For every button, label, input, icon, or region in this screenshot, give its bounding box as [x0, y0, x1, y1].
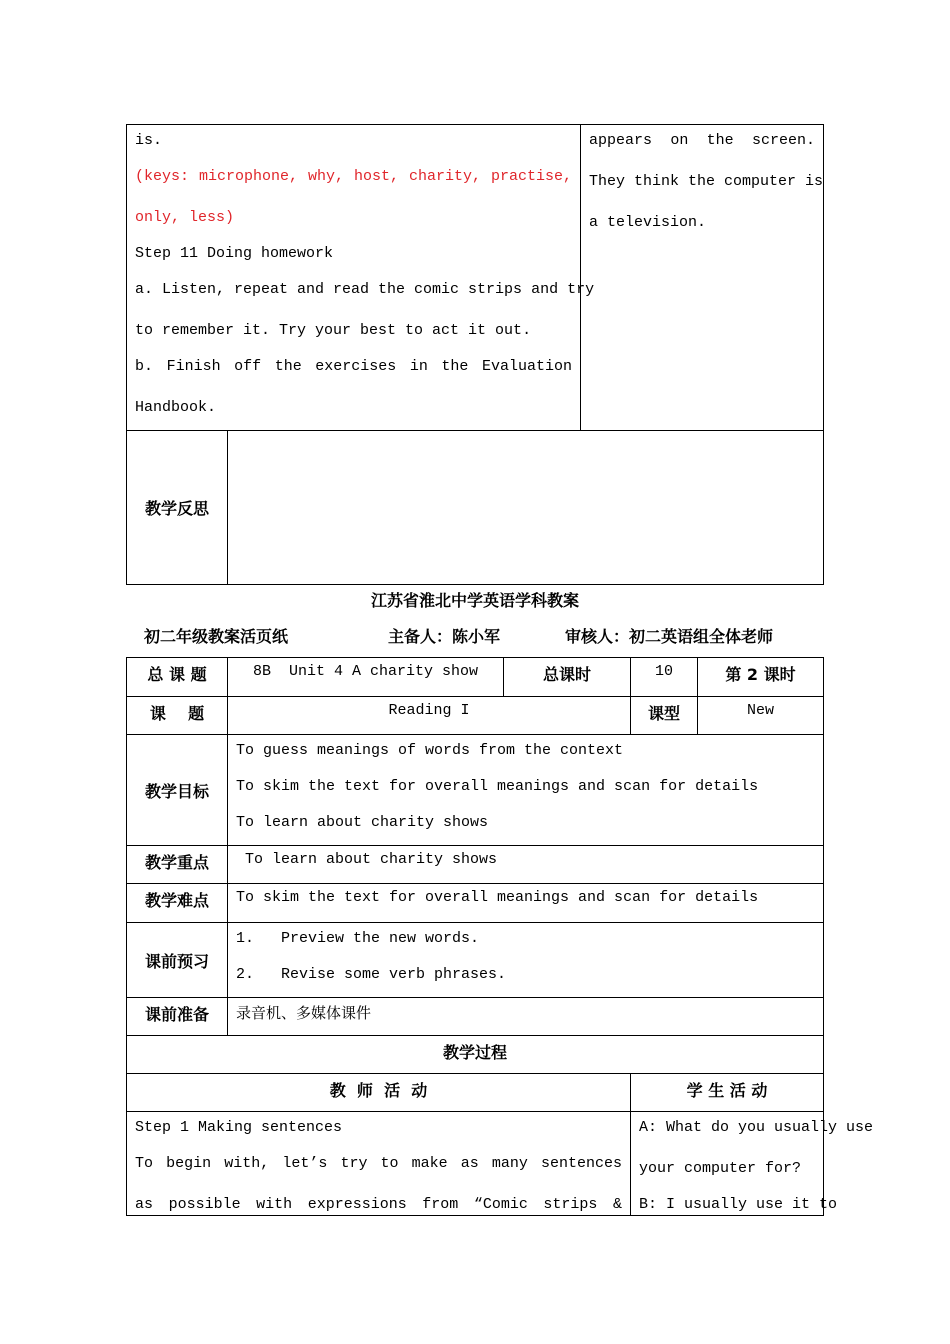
student-activity-content	[631, 1112, 874, 1216]
step-title: Step 1 Making sentences	[135, 1119, 343, 1136]
text-line: b. Finish off the exercises in the Evaluation	[135, 358, 573, 375]
total-periods-value: 10	[631, 658, 698, 697]
reviewer-label: 审核人：初二英语组全体老师	[565, 627, 774, 646]
text-line: To begin with, let’s try to make as many sentences	[135, 1155, 622, 1172]
text-line: is.	[135, 132, 163, 149]
teacher-activity-content	[127, 1112, 631, 1216]
preview-item: 1. Preview the new words.	[236, 930, 480, 947]
answer-keys-line: only, less)	[135, 209, 235, 226]
focus-value: To learn about charity shows	[228, 846, 824, 884]
preview-label: 课前预习	[127, 923, 228, 998]
text-line: your computer for?	[639, 1160, 802, 1177]
text-line: a television.	[589, 214, 707, 231]
text-line: They think the computer is	[589, 173, 824, 190]
lesson-plan-table	[126, 657, 874, 1216]
student-activity-header: 学 生 活 动	[631, 1074, 824, 1112]
topic-value: 8B Unit 4 A charity show	[228, 658, 504, 697]
difficulty-value: To skim the text for overall meanings and scan for details	[228, 884, 824, 923]
objective-item: To learn about charity shows	[236, 814, 489, 831]
text-line: A: What do you usually use	[639, 1119, 874, 1136]
preparation-label: 课前准备	[127, 998, 228, 1036]
teacher-activity-continued	[127, 125, 595, 431]
objectives-content	[228, 735, 824, 846]
text-line: as possible with expressions from “Comic strips &	[135, 1196, 622, 1213]
author-label: 主备人：陈小军	[388, 627, 501, 646]
total-periods-label: 总课时	[504, 658, 631, 697]
step-title: Step 11 Doing homework	[135, 245, 334, 262]
topic-label: 总 课 题	[127, 658, 228, 697]
answer-keys-line: (keys: microphone, why, host, charity, practise,	[135, 168, 573, 185]
preparation-value: 录音机、多媒体课件	[228, 998, 824, 1036]
grade-label: 初二年级教案活页纸	[144, 627, 289, 646]
text-line: B: I usually use it to	[639, 1196, 838, 1213]
objective-item: To guess meanings of words from the context	[236, 742, 624, 759]
text-line: appears on the screen.	[589, 132, 816, 149]
teacher-activity-header: 教 师 活 动	[127, 1074, 631, 1112]
preview-item: 2. Revise some verb phrases.	[236, 966, 507, 983]
difficulty-label: 教学难点	[127, 884, 228, 923]
text-line: Handbook.	[135, 399, 217, 416]
top-table	[126, 124, 824, 585]
period-number: 第 2 课时	[698, 658, 824, 697]
text-line: a. Listen, repeat and read the comic strips and try	[135, 281, 595, 298]
objective-item: To skim the text for overall meanings and scan for details	[236, 778, 759, 795]
title-value: Reading I	[228, 697, 631, 735]
title-label: 课 题	[127, 697, 228, 735]
document-title: 江苏省淮北中学英语学科教案	[370, 591, 579, 610]
process-header: 教学过程	[127, 1036, 824, 1074]
text-line: to remember it. Try your best to act it out.	[135, 322, 532, 339]
type-label: 课型	[631, 697, 698, 735]
student-activity-continued	[581, 125, 824, 431]
preview-content	[228, 923, 824, 998]
type-value: New	[698, 697, 824, 735]
objectives-label: 教学目标	[127, 735, 228, 846]
reflection-content	[228, 431, 824, 585]
reflection-label: 教学反思	[127, 431, 228, 585]
focus-label: 教学重点	[127, 846, 228, 884]
